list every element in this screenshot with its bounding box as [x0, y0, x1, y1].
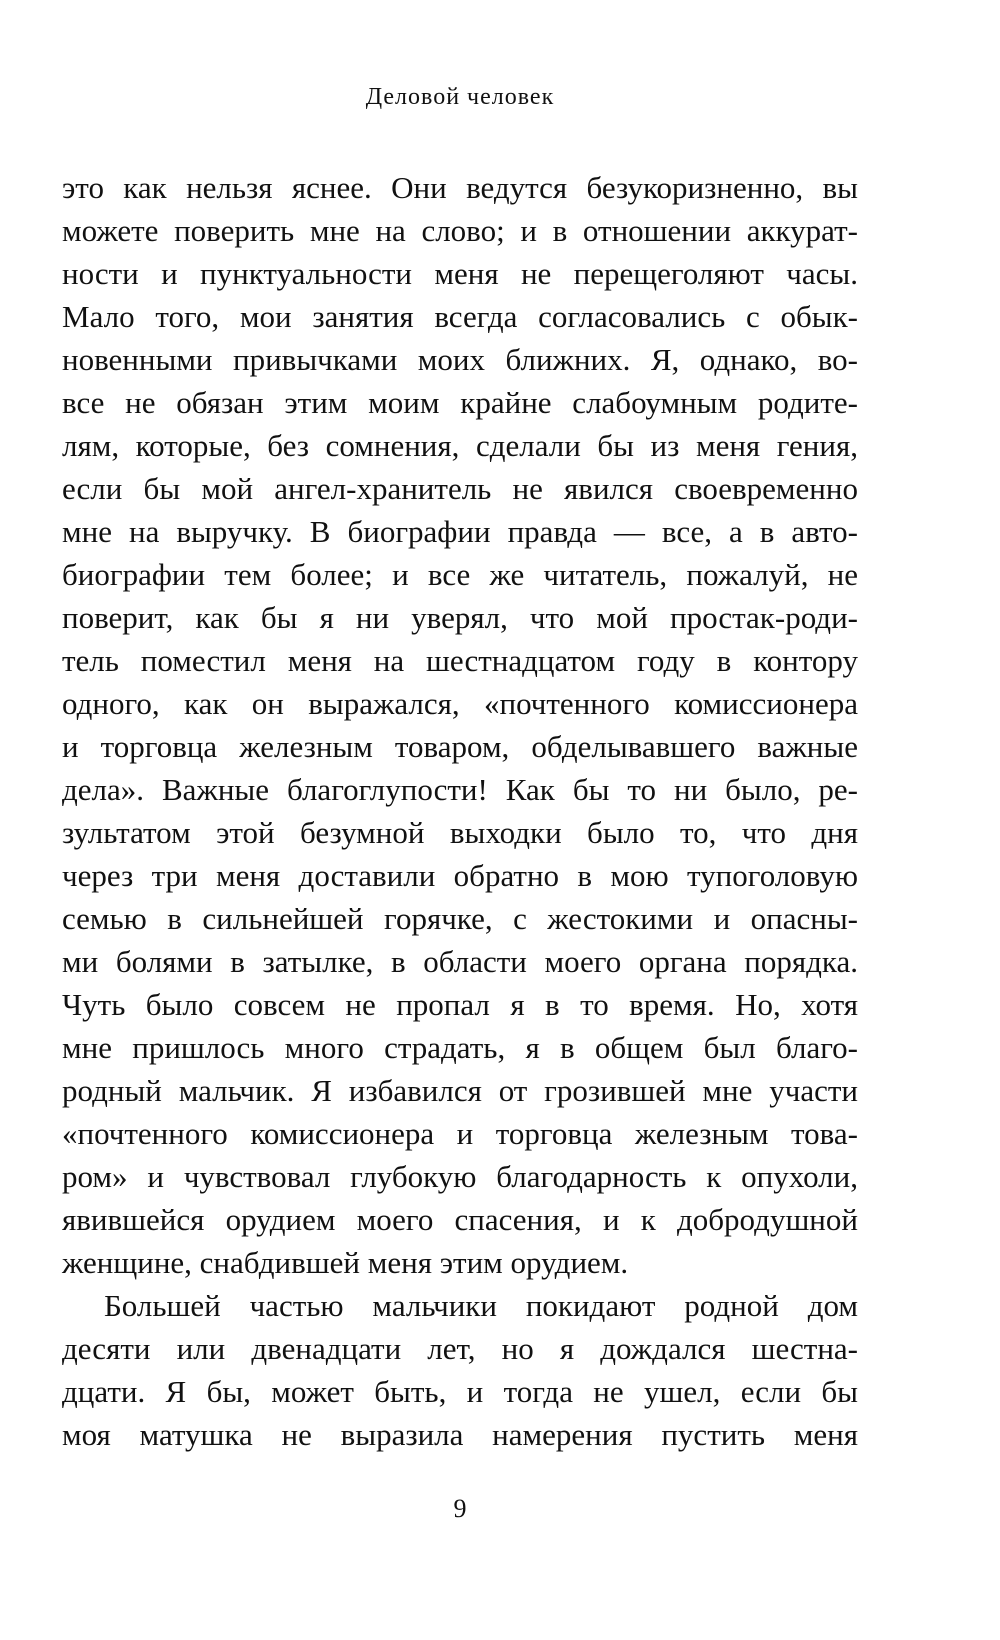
text-line: десяти или двенадцати лет, но я дождался шестна- [62, 1331, 858, 1366]
body-text [62, 166, 858, 1456]
text-line: родный мальчик. Я избавился от грозившей мне участи [62, 1073, 858, 1108]
text-line: биографии тем более; и все же читатель, пожалуй, не [62, 557, 858, 592]
text-line: можете поверить мне на слово; и в отношении аккурат- [62, 213, 858, 248]
text-line: Мало того, мои занятия всегда согласовались с обык- [62, 299, 858, 334]
paragraph-2 [62, 1284, 858, 1456]
text-line: ности и пунктуальности меня не перещеголяют часы. [62, 256, 858, 291]
text-line: женщине, снабдившей меня этим орудием. [62, 1245, 629, 1280]
text-line: через три меня доставили обратно в мою тупоголовую [62, 858, 858, 893]
text-line: Большей частью мальчики покидают родной дом [104, 1288, 858, 1323]
text-line: поверит, как бы я ни уверял, что мой простак-роди- [62, 600, 858, 635]
paragraph-1 [62, 166, 858, 1284]
text-line: явившейся орудием моего спасения, и к добродушной [62, 1202, 858, 1237]
text-line: «почтенного комиссионера и торговца железным това- [62, 1116, 858, 1151]
running-header: Деловой человек [365, 84, 555, 110]
text-line: тель поместил меня на шестнадцатом году в контору [62, 643, 858, 678]
text-line: дела». Важные благоглупости! Как бы то ни было, ре- [62, 772, 858, 807]
text-line: если бы мой ангел-хранитель не явился своевременно [62, 471, 858, 506]
text-line: это как нельзя яснее. Они ведутся безукоризненно, вы [62, 170, 858, 205]
text-line: одного, как он выражался, «почтенного комиссионера [62, 686, 858, 721]
text-line: лям, которые, без сомнения, сделали бы из меня гения, [62, 428, 858, 463]
text-line: все не обязан этим моим крайне слабоумным родите- [62, 385, 858, 420]
text-line: и торговца железным товаром, обделывавшего важные [62, 729, 858, 764]
text-line: зультатом этой безумной выходки было то, что дня [62, 815, 858, 850]
text-line: дцати. Я бы, может быть, и тогда не ушел, если бы [62, 1374, 858, 1409]
page-number: 9 [453, 1494, 467, 1523]
text-line: семью в сильнейшей горячке, с жестокими и опасны- [62, 901, 858, 936]
text-line: моя матушка не выразила намерения пустить меня [62, 1417, 858, 1452]
text-line: ми болями в затылке, в области моего органа порядка. [62, 944, 858, 979]
text-line: мне пришлось много страдать, я в общем был благо- [62, 1030, 858, 1065]
text-line: мне на выручку. В биографии правда — все, а в авто- [62, 514, 858, 549]
text-line: новенными привычками моих ближних. Я, однако, во- [62, 342, 858, 377]
text-line: Чуть было совсем не пропал я в то время. Но, хотя [62, 987, 858, 1022]
text-line: ром» и чувствовал глубокую благодарность к опухоли, [62, 1159, 858, 1194]
